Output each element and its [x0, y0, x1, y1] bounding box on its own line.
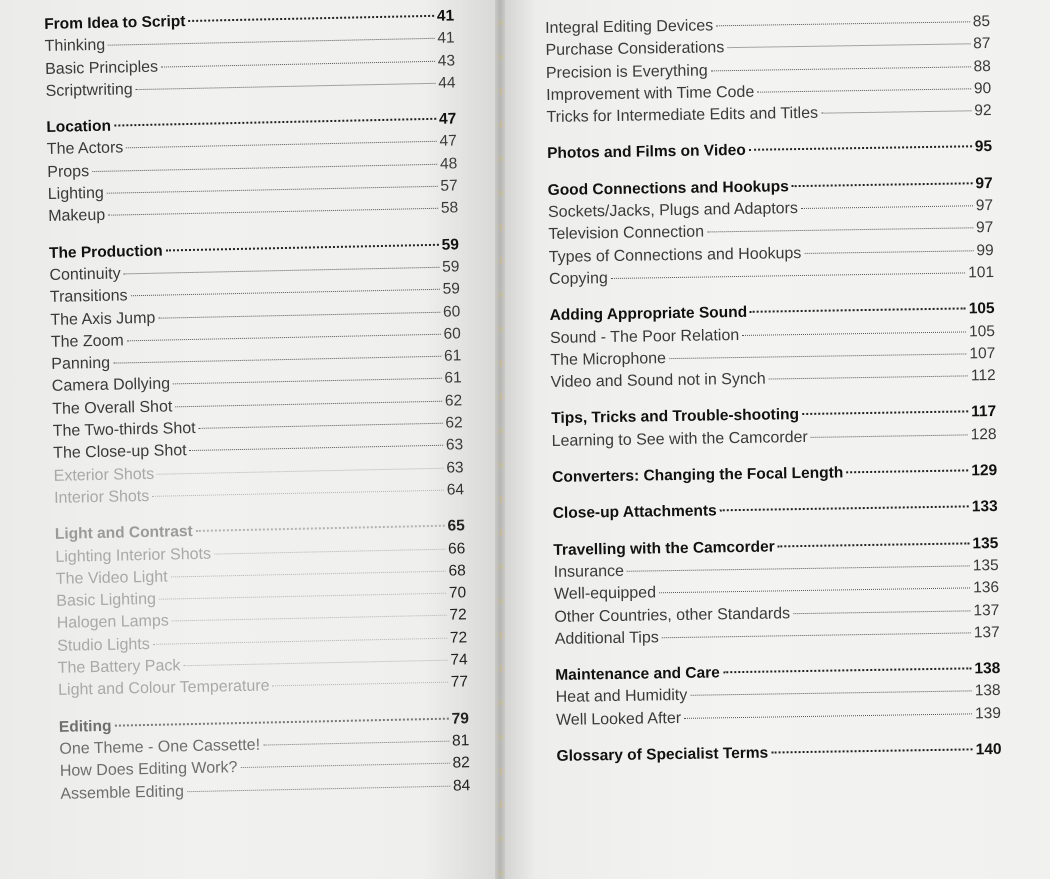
entry-label: One Theme - One Cassette! — [59, 736, 261, 758]
entry-page-number: 135 — [972, 556, 999, 575]
entry-page-number: 128 — [970, 425, 997, 444]
dot-leader — [183, 660, 447, 667]
dot-leader — [114, 118, 436, 127]
dot-leader — [750, 308, 966, 313]
entry-label: Television Connection — [548, 223, 705, 244]
section-page-number: 117 — [971, 403, 997, 421]
dot-leader — [690, 691, 971, 696]
entry-page-number: 48 — [439, 155, 458, 173]
dot-leader — [161, 60, 435, 67]
entry-label: Sockets/Jacks, Plugs and Adaptors — [547, 200, 799, 222]
dot-leader — [114, 717, 448, 726]
dot-leader — [711, 66, 971, 71]
entry-page-number: 77 — [450, 673, 469, 691]
entry-label: Purchase Considerations — [545, 39, 725, 60]
stitch — [499, 258, 501, 264]
stitch — [499, 632, 501, 638]
entry-page-number: 72 — [449, 628, 468, 647]
dot-leader — [173, 378, 441, 385]
stitch — [499, 122, 501, 128]
entry-page-number: 97 — [975, 219, 994, 237]
dot-leader — [240, 763, 449, 768]
toc-section — [551, 401, 997, 453]
toc-section — [548, 173, 995, 291]
stitch — [499, 598, 501, 604]
entry-page-number: 82 — [452, 754, 470, 772]
entry-page-number: 61 — [444, 369, 462, 388]
stitch — [499, 836, 501, 842]
dot-leader — [126, 141, 436, 148]
entry-page-number: 74 — [450, 651, 468, 669]
stitch — [499, 292, 501, 298]
book-gutter — [495, 0, 505, 879]
entry-page-number: 136 — [972, 579, 1000, 597]
entry-label: Transitions — [49, 287, 128, 307]
section-title: The Production — [48, 242, 163, 262]
stitch — [499, 530, 501, 536]
entry-label: Thinking — [44, 37, 106, 56]
section-page-number: 138 — [974, 660, 1001, 678]
toc-section — [59, 708, 471, 806]
toc-section — [552, 460, 997, 489]
section-title: Maintenance and Care — [555, 664, 720, 685]
entry-page-number: 137 — [973, 601, 1000, 619]
dot-leader — [157, 467, 443, 474]
stitch — [499, 666, 501, 672]
entry-label: Improvement with Time Code — [546, 83, 755, 104]
entry-label: Basic Lighting — [56, 590, 157, 610]
dot-leader — [627, 565, 970, 571]
entry-page-number: 105 — [968, 322, 996, 340]
dot-leader — [107, 186, 438, 194]
section-title: Travelling with the Camcorder — [553, 538, 775, 559]
entry-label: Halogen Lamps — [56, 612, 170, 633]
entry-label: The Video Light — [55, 568, 168, 588]
dot-leader — [707, 228, 973, 233]
dot-leader — [801, 205, 973, 209]
entry-page-number: 70 — [448, 584, 467, 602]
toc-section — [553, 496, 998, 525]
entry-page-number: 85 — [972, 13, 991, 31]
dot-leader — [158, 311, 440, 318]
right-page — [503, 0, 1050, 879]
entry-page-number: 87 — [973, 35, 991, 53]
dot-leader — [611, 272, 965, 279]
entry-page-number: 139 — [974, 704, 1002, 723]
entry-label: Scriptwriting — [45, 81, 133, 100]
section-page-number: 97 — [975, 174, 993, 193]
entry-label: Props — [47, 162, 90, 181]
entry-label: Makeup — [48, 207, 106, 226]
section-title: Location — [46, 117, 112, 137]
entry-page-number: 47 — [439, 132, 457, 151]
dot-leader — [659, 588, 970, 594]
stitch — [499, 496, 501, 502]
entry-page-number: 90 — [973, 79, 992, 98]
section-page-number: 129 — [971, 462, 998, 480]
entry-page-number: 112 — [970, 367, 996, 385]
dot-leader — [171, 571, 446, 578]
section-page-number: 95 — [974, 138, 993, 156]
dot-leader — [811, 434, 968, 437]
entry-label: Copying — [548, 270, 608, 288]
entry-label: Studio Lights — [57, 635, 150, 655]
entry-page-number: 84 — [452, 776, 471, 795]
section-page-number: 41 — [436, 7, 455, 25]
section-page-number: 133 — [971, 498, 998, 516]
toc-section — [553, 533, 1000, 651]
entry-label: Light and Colour Temperature — [57, 677, 270, 700]
section-page-number: 135 — [972, 534, 999, 552]
dot-leader — [742, 331, 966, 336]
entry-page-number: 60 — [443, 325, 461, 343]
entry-page-number: 59 — [441, 258, 460, 276]
section-title: Adding Appropriate Sound — [549, 304, 748, 325]
entry-label: Lighting — [47, 184, 104, 204]
stitch — [499, 462, 501, 468]
dot-leader — [92, 164, 437, 172]
entry-page-number: 92 — [974, 102, 992, 120]
entry-label: Panning — [51, 354, 111, 374]
section-page-number: 140 — [975, 740, 1002, 759]
entry-label: Learning to See with the Camcorder — [551, 428, 808, 450]
stitch — [499, 734, 501, 740]
dot-leader — [684, 713, 972, 719]
toc-section — [49, 234, 465, 510]
entry-label: The Axis Jump — [50, 309, 156, 329]
dot-leader — [166, 243, 439, 251]
entry-label: The Two-thirds Shot — [52, 419, 196, 440]
entry-page-number: 44 — [438, 74, 456, 92]
entry-page-number: 99 — [976, 241, 994, 259]
entry-label: The Microphone — [550, 350, 667, 369]
left-page — [0, 0, 497, 879]
dot-leader — [136, 83, 436, 90]
dot-leader — [720, 506, 969, 512]
dot-leader — [131, 289, 440, 296]
toc-section-heading — [556, 739, 1001, 768]
dot-leader — [172, 615, 447, 622]
stitch — [499, 88, 501, 94]
entry-page-number: 63 — [446, 458, 464, 477]
entry-page-number: 61 — [443, 347, 462, 365]
dot-leader — [821, 111, 971, 114]
entry-page-number: 63 — [445, 436, 464, 455]
stitch — [499, 802, 501, 808]
stitch — [499, 700, 501, 706]
dot-leader — [199, 423, 443, 429]
entry-label: The Battery Pack — [57, 657, 181, 677]
dot-leader — [124, 267, 440, 275]
dot-leader — [113, 356, 441, 364]
dot-leader — [749, 146, 972, 152]
section-page-number: 47 — [438, 110, 457, 128]
entry-label: Exterior Shots — [53, 465, 155, 485]
entry-label: How Does Editing Work? — [59, 759, 238, 781]
dot-leader — [214, 548, 445, 554]
toc-section-heading — [552, 460, 997, 489]
dot-leader — [723, 668, 972, 674]
section-page-number: 59 — [441, 236, 460, 254]
entry-label: Sound - The Poor Relation — [549, 326, 740, 347]
stitch — [499, 564, 501, 570]
dot-leader — [152, 490, 444, 497]
dot-leader — [757, 88, 971, 92]
entry-label: Camera Dollying — [51, 375, 171, 396]
dot-leader — [769, 376, 968, 380]
dot-leader — [127, 334, 441, 342]
entry-label: The Actors — [46, 139, 124, 159]
entry-label: Additional Tips — [554, 629, 659, 648]
right-table-of-contents — [545, 11, 1002, 782]
entry-page-number: 41 — [437, 29, 455, 48]
toc-section — [545, 11, 992, 129]
entry-page-number: 58 — [440, 199, 459, 218]
entry-label: Lighting Interior Shots — [55, 545, 212, 566]
stitch — [499, 870, 501, 876]
entry-label: Interior Shots — [53, 487, 150, 507]
entry-label: Continuity — [49, 265, 121, 284]
entry-page-number: 138 — [974, 682, 1001, 700]
entry-page-number: 43 — [437, 51, 456, 70]
stitch — [499, 768, 501, 774]
entry-label: Well-equipped — [553, 584, 657, 604]
entry-page-number: 107 — [969, 344, 996, 363]
stitch — [499, 360, 501, 366]
entry-page-number: 88 — [973, 57, 991, 75]
entry-page-number: 81 — [451, 732, 470, 750]
dot-leader — [804, 250, 973, 254]
entry-label: Integral Editing Devices — [545, 17, 714, 37]
dot-leader — [771, 748, 972, 753]
entry-page-number: 101 — [968, 263, 995, 282]
dot-leader — [793, 610, 970, 614]
stitch — [499, 54, 501, 60]
dot-leader — [792, 182, 973, 187]
section-title: Tips, Tricks and Trouble-shooting — [551, 406, 800, 428]
section-title: Photos and Films on Video — [547, 142, 746, 163]
dot-leader — [802, 411, 968, 416]
entry-label: The Overall Shot — [52, 398, 173, 418]
entry-page-number: 62 — [444, 392, 463, 410]
dot-leader — [273, 682, 448, 687]
entry-label: Precision is Everything — [545, 62, 708, 82]
entry-page-number: 64 — [446, 481, 465, 499]
dot-leader — [669, 353, 966, 359]
stitch — [499, 326, 501, 332]
entry-label: Heat and Humidity — [555, 687, 688, 707]
section-title: From Idea to Script — [44, 13, 186, 33]
dot-leader — [159, 593, 446, 600]
entry-page-number: 66 — [447, 539, 466, 558]
section-title: Close-up Attachments — [552, 502, 717, 523]
section-page-number: 79 — [451, 709, 470, 728]
toc-section — [44, 5, 456, 103]
left-table-of-contents — [44, 5, 471, 819]
dot-leader — [187, 785, 450, 792]
dot-leader — [175, 401, 442, 408]
entry-label: Types of Connections and Hookups — [548, 244, 802, 266]
toc-section-heading — [553, 496, 998, 525]
stitch — [499, 20, 501, 26]
toc-section — [547, 136, 992, 165]
section-page-number: 65 — [447, 517, 465, 535]
entry-page-number: 59 — [442, 280, 461, 298]
toc-section — [555, 658, 1001, 732]
section-title: Glossary of Specialist Terms — [556, 744, 769, 765]
toc-section — [46, 109, 458, 229]
entry-label: The Close-up Shot — [53, 442, 187, 463]
dot-leader — [778, 542, 970, 547]
section-title: Editing — [58, 717, 112, 736]
toc-section — [55, 516, 469, 703]
toc-section — [556, 739, 1001, 768]
entry-page-number: 60 — [442, 302, 461, 321]
stitch — [499, 190, 501, 196]
dot-leader — [263, 741, 449, 746]
entry-label: Basic Principles — [44, 58, 159, 78]
entry-label: Well Looked After — [555, 709, 682, 729]
dot-leader — [727, 44, 970, 49]
stitch — [499, 156, 501, 162]
dot-leader — [153, 637, 447, 644]
toc-section — [550, 298, 996, 394]
dot-leader — [108, 38, 434, 46]
entry-page-number: 137 — [973, 623, 1000, 642]
entry-label: Video and Sound not in Synch — [550, 370, 766, 392]
entry-label: Other Countries, other Standards — [554, 604, 791, 626]
toc-section-heading — [547, 136, 992, 165]
entry-label: Insurance — [553, 562, 625, 581]
dot-leader — [662, 632, 971, 638]
entry-page-number: 62 — [445, 414, 463, 432]
dot-leader — [196, 525, 445, 532]
dot-leader — [716, 21, 970, 26]
entry-label: Assemble Editing — [60, 782, 185, 803]
dot-leader — [108, 208, 438, 216]
section-title: Light and Contrast — [54, 523, 193, 544]
section-title: Converters: Changing the Focal Length — [552, 464, 844, 486]
entry-page-number: 68 — [448, 562, 466, 580]
entry-page-number: 57 — [440, 177, 458, 195]
entry-page-number: 97 — [975, 197, 994, 215]
entry-label: Tricks for Intermediate Edits and Titles — [546, 104, 819, 127]
entry-label: The Zoom — [50, 332, 124, 351]
entry-page-number: 72 — [449, 606, 467, 625]
section-title: Good Connections and Hookups — [547, 177, 789, 199]
section-page-number: 105 — [968, 300, 995, 318]
dot-leader — [846, 469, 968, 473]
dot-leader — [188, 15, 433, 22]
stitch — [499, 394, 501, 400]
stitch — [499, 224, 501, 230]
dot-leader — [190, 445, 443, 451]
stitch — [499, 428, 501, 434]
